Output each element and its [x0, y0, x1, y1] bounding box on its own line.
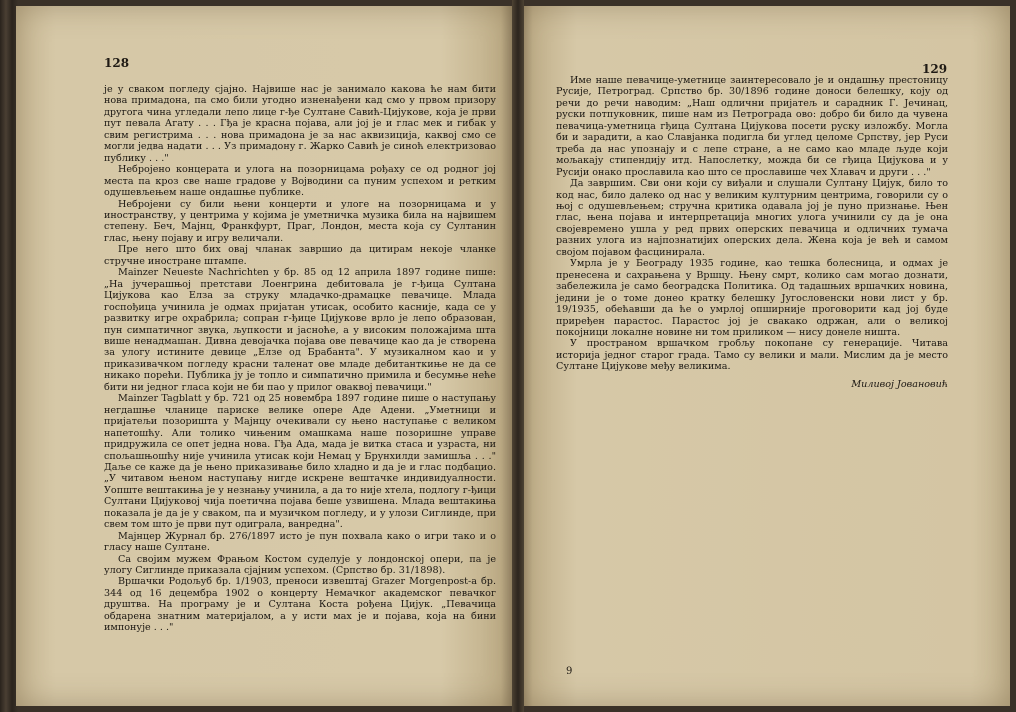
- paragraph: Небројени су били њени концерти и улоге на позорницама и у иностранству, у центрима у којима је уметничка музика била на највишем степену. Беч, Мајнц, Франкфурт, Праг, Лондон, места која су Султанин глас, њену појаву и игру величали.: [104, 198, 496, 244]
- book-gutter: [512, 0, 524, 712]
- page-number-right: 129: [922, 62, 948, 76]
- signature-mark: 9: [566, 666, 573, 677]
- left-page: [16, 6, 516, 706]
- paragraph: Мајнцер Журнал бр. 276/1897 исто је пун похвала како о игри тако и о гласу наше Султане.: [104, 530, 496, 554]
- paragraph: Вршачки Родољуб бр. 1/1903, преноси извештај Grazer Morgenpost-a бр. 344 од 16 децембра 1902 о концерту Немачког академског певачког друштва. На програму је и Султана Коста рођена Цијук. „Певачица обдарена знатним материјалом, а у исти мах је и појава, која на бини импонује . . .": [104, 576, 496, 634]
- paragraph: Пре него што бих овај чланак завршио да цитирам некоје чланке стручне иностране штампе.: [104, 244, 496, 267]
- paragraph: Mainzer Neueste Nachrichten у бр. 85 од 12 априла 1897 године пише: „На јучерашњој претстави Лоенгрина дебитовала је г-ђица Султана Цијукова као Елза за струку младачко-драмацке певачице. Млада госпођица учинила је одмах пријатан утисак, особито касније, када се у развитку игре охрабрила; сопран г-ђице Цијукове врло је лепо образован, пун симпатичног звука, љупкости и јасноће, а у високим положајима шта више ненадмашан. Дивна девојачка појава ове певачице као да је створена за улогу истините девице „Елзе од Брабанта". У музикалном као и у приказивачком погледу красни таленат ове младе дебитанткиње не да се никако порећи. Публика ју је топло и симпатично примила и бесумње неће бити ни једног гласа који не би пао у прилог оваквој певачици.": [104, 267, 496, 393]
- paragraph: Небројено концерата и улога на позорницама рођаху се од родног јој места па кроз све наше градове у Војводини са пуним успехом и ретким одушевљењем наше ондашње публике.: [104, 164, 496, 199]
- paragraph: Mainzer Tagblatt у бр. 721 од 25 новембра 1897 године пише о наступању негдашње чланице париске велике опере Аде Адени. „Уметници и пријатељи позоришта у Мајнцу очекивали су њено наступање с великом напетошћу. Али толико чињеним омашкама наше позоришне управе придружила се опет једна нова. Гђа Ада, мада је витка стаса и узраста, ни спољашњошћу није учинила утисак који Немац у Брунхилди замишља . . ." Даље се каже да је њено приказивање било хладно и да је и глас подбацио. „У читавом њеном наступању нигде искрене вештачке индивидуалности. Уопште вештакиња је у незнању учинила, а да то није хтела, подлогу г-ђици Султани Цијуковој чија поетична појава беше узвишена. Млада вештакиња показала је да је у сваком, па и музичком погледу, и у улози Сиглинде, при свем том што је први пут одиграла, ванредна".: [104, 393, 496, 531]
- right-page: [518, 6, 1010, 706]
- paragraph: Са својим мужем Фрањом Костом суделује у лондонској опери, па је улогу Сиглинде приказала сјајним успехом. (Српство бр. 31/1898).: [104, 553, 496, 577]
- paragraph: Умрла је у Београду 1935 године, као тешка болесница, и одмах је пренесена и сахрањена у Вршцу. Њену смрт, колико сам могао дознати, забележила је само београдска Политика. Од тадашњих вршачких новина, једини је о томе донео кратку белешку Југословенски нови лист у бр. 19/1935, обећавши да ће о умрлој опширније проговорити кад јој буде приређен парастос. Парастос јој је свакако одржан, али о великој покојници локалне новине ни том приликом — нису донеле ништа.: [556, 258, 948, 338]
- paragraph: У пространом вршачком гробљу покопане су генерације. Читава историја једног старог града. Тамо су велики и мали. Мислим да је место Султане Цијукове међу великима.: [556, 338, 948, 373]
- page-number-left: 128: [104, 56, 130, 70]
- paragraph: Да завршим. Сви они који су виђали и слушали Султану Цијук, било то код нас, било далеко од нас у великим културним центрима, говорили су о њој с одушевљењем; стручна критика одавала јој је пуно признање. Њен глас, њена појава и интерпретација многих улога учинили су да је она својевремено ушла у ред првих оперских певачица и одличних тумача разних улога из најпознатијих оперских дела. Жена која је већ и самом својом појавом фасцинирала.: [556, 178, 948, 258]
- author-signature: Миливој Јовановић: [851, 378, 948, 390]
- paragraph: Име наше певачице-уметнице заинтересовало је и ондашњу престоницу Русије, Петроград. Српство бр. 30/1896 године доноси белешку, коју од речи до речи наводим: „Наш одлични пријатељ и сарадник Г. Јечинац, руски потпуковник, пише нам из Петрограда ово: добро би било да чувена певачица-уметница гђица Султана Цијукова посети руску изложбу. Могла би и зарадити, а као Славјанка подигла би углед целоме Српству, јер Руси треба да нас упознају и с лепе стране, а не само као младе људе који мољакају стипендију итд. Напослетку, можда би се гђица Цијукова и у Русији онако прославила као што се прославише чех Хлавач и други . . .": [556, 75, 948, 178]
- left-page-text: [104, 84, 496, 634]
- paragraph: је у сваком погледу сјајно. Највише нас је занимало какова ће нам бити нова примадона, па смо били угодно изненађени кад смо у првом призору другога чина угледали лепо лице г-ђе Султане Савић-Цијукове, која је први пут певала Агату . . . Гђа је красна појава, али јој је и глас мек и гибак у свим регистрима . . . нова примадона је за нас аквизиција, каквој смо се могли једва надати . . . Уз примадону г. Жарко Савић је синоћ електризовао публику . . .": [104, 84, 496, 164]
- right-page-text: [556, 75, 948, 390]
